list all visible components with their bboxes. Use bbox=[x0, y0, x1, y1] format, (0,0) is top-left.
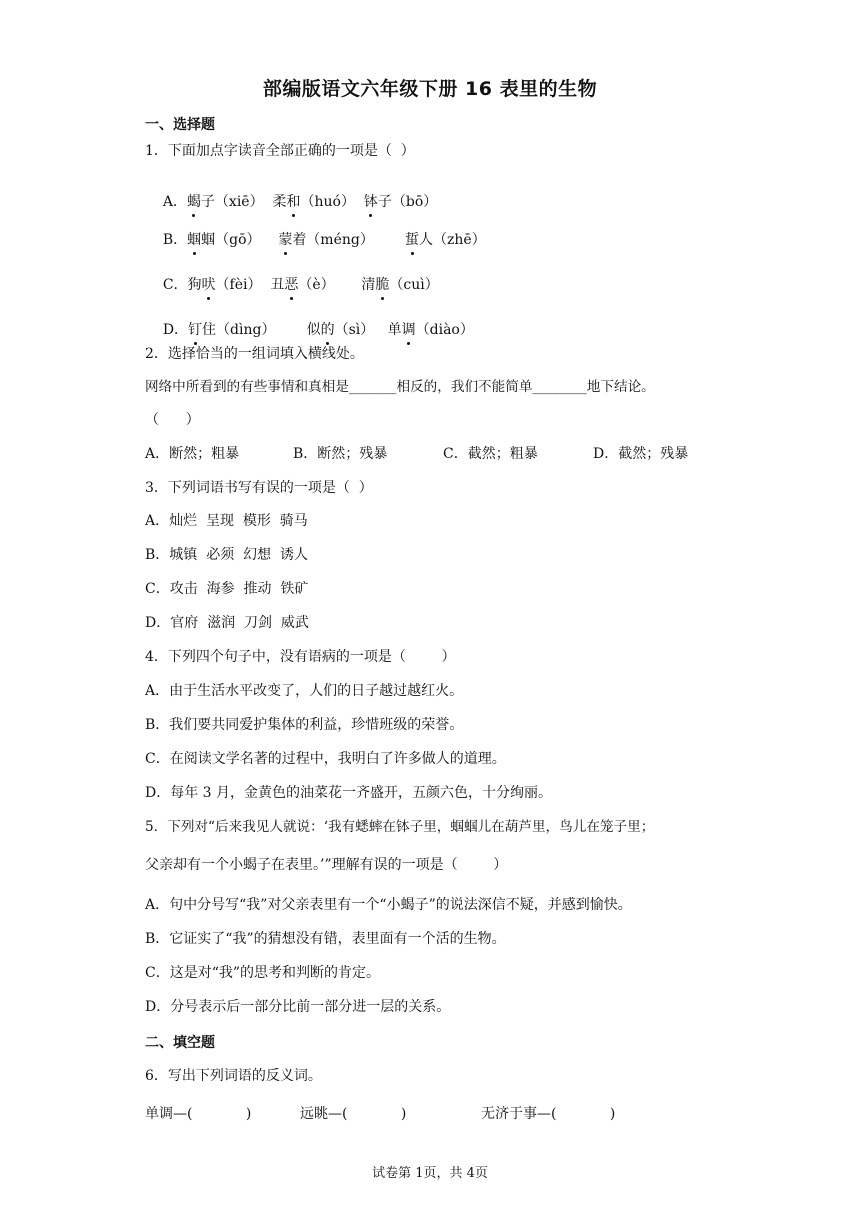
page-footer: 试卷第 1页，共 4页 bbox=[372, 1166, 488, 1181]
antonym-blank-2[interactable]: 远眺—( ) bbox=[300, 1106, 407, 1122]
dotted-char: 蜇 bbox=[405, 232, 420, 248]
question-2-stem: 2．选择恰当的一组词填入横线处。 bbox=[145, 346, 364, 362]
question-3-option-d: D．官府 滋润 刀剑 威武 bbox=[145, 615, 309, 631]
dotted-char: 蝎 bbox=[186, 194, 201, 210]
question-1-option-a: A．蝎子（xiē） 柔和（huó） 钵子（bō） bbox=[162, 194, 438, 210]
dotted-char: 吠 bbox=[201, 277, 216, 293]
dotted-char: 蝈 bbox=[187, 232, 202, 248]
question-4-stem: 4．下列四个句子中，没有语病的一项是（ ） bbox=[145, 649, 456, 665]
question-1-option-d: D．钉住（dìng） 似的（sì） 单调（diào） bbox=[162, 322, 474, 338]
dotted-char: 恶 bbox=[284, 277, 299, 293]
antonym-blank-1[interactable]: 单调—( ) bbox=[145, 1106, 252, 1122]
dotted-char: 钵 bbox=[363, 194, 378, 210]
question-4-option-a: A．由于生活水平改变了，人们的日子越过越红火。 bbox=[145, 683, 464, 699]
question-5-option-b: B．它证实了“我”的猜想没有错，表里面有一个活的生物。 bbox=[145, 931, 506, 947]
question-1-option-b: B．蝈蝈（gō） 蒙着（méng） 蜇人（zhē） bbox=[162, 232, 486, 248]
question-2-option-d: D．截然；残暴 bbox=[593, 446, 689, 462]
question-3-option-a: A．灿烂 呈现 模形 骑马 bbox=[145, 513, 308, 529]
question-1-option-c: C．狗吠（fèi） 丑恶（è） 清脆（cuì） bbox=[162, 277, 439, 293]
question-4-option-b: B．我们要共同爱护集体的利益，珍惜班级的荣誉。 bbox=[145, 717, 464, 733]
question-5-stem-line-2: 父亲却有一个小蝎子在表里。’”理解有误的一项是（ ） bbox=[145, 857, 508, 873]
dotted-char: 脆 bbox=[375, 277, 390, 293]
question-5-option-c: C．这是对“我”的思考和判断的肯定。 bbox=[145, 965, 381, 981]
question-3-option-b: B．城镇 必须 幻想 诱人 bbox=[145, 547, 308, 563]
question-3-option-c: C．攻击 海参 推动 铁矿 bbox=[145, 581, 309, 597]
page-title: 部编版语文六年级下册 16 表里的生物 bbox=[262, 78, 598, 100]
question-4-option-c: C．在阅读文学名著的过程中，我明白了许多做人的道理。 bbox=[145, 751, 506, 767]
question-5-option-a: A．句中分号写“我”对父亲表里有一个“小蝎子”的说法深信不疑，并感到愉快。 bbox=[145, 897, 632, 913]
question-5-stem-line-1: 5．下列对“后来我见人就说：‘我有蟋蟀在钵子里，蝈蝈儿在葫芦里，鸟儿在笼子里； bbox=[145, 819, 655, 835]
question-2-text: 网络中所看到的有些事情和真相是_______相反的，我们不能简单________地下结论。 bbox=[145, 379, 655, 395]
question-3-stem: 3．下列词语书写有误的一项是（ ） bbox=[145, 480, 373, 496]
question-2-option-b: B．断然；残暴 bbox=[293, 446, 388, 462]
question-2-option-c: C．截然；粗暴 bbox=[443, 446, 538, 462]
dotted-char: 调 bbox=[401, 322, 416, 338]
question-1-stem: 1．下面加点字读音全部正确的一项是（ ） bbox=[145, 143, 415, 159]
question-6-stem: 6．写出下列词语的反义词。 bbox=[145, 1068, 322, 1084]
dotted-char: 钉 bbox=[188, 322, 203, 338]
section-heading-fill: 二、填空题 bbox=[145, 1035, 215, 1051]
question-2-option-a: A．断然；粗暴 bbox=[145, 446, 240, 462]
question-4-option-d: D．每年 3 月，金黄色的油菜花一齐盛开，五颜六色，十分绚丽。 bbox=[145, 785, 553, 801]
dotted-char: 蒙 bbox=[278, 232, 293, 248]
dotted-char: 的 bbox=[320, 322, 335, 338]
section-heading-choice: 一、选择题 bbox=[145, 117, 215, 133]
dotted-char: 和 bbox=[286, 194, 301, 210]
question-2-answer-paren: （ ） bbox=[145, 412, 200, 428]
antonym-blank-3[interactable]: 无济于事—( ) bbox=[481, 1106, 616, 1122]
question-5-option-d: D．分号表示后一部分比前一部分进一层的关系。 bbox=[145, 999, 451, 1015]
